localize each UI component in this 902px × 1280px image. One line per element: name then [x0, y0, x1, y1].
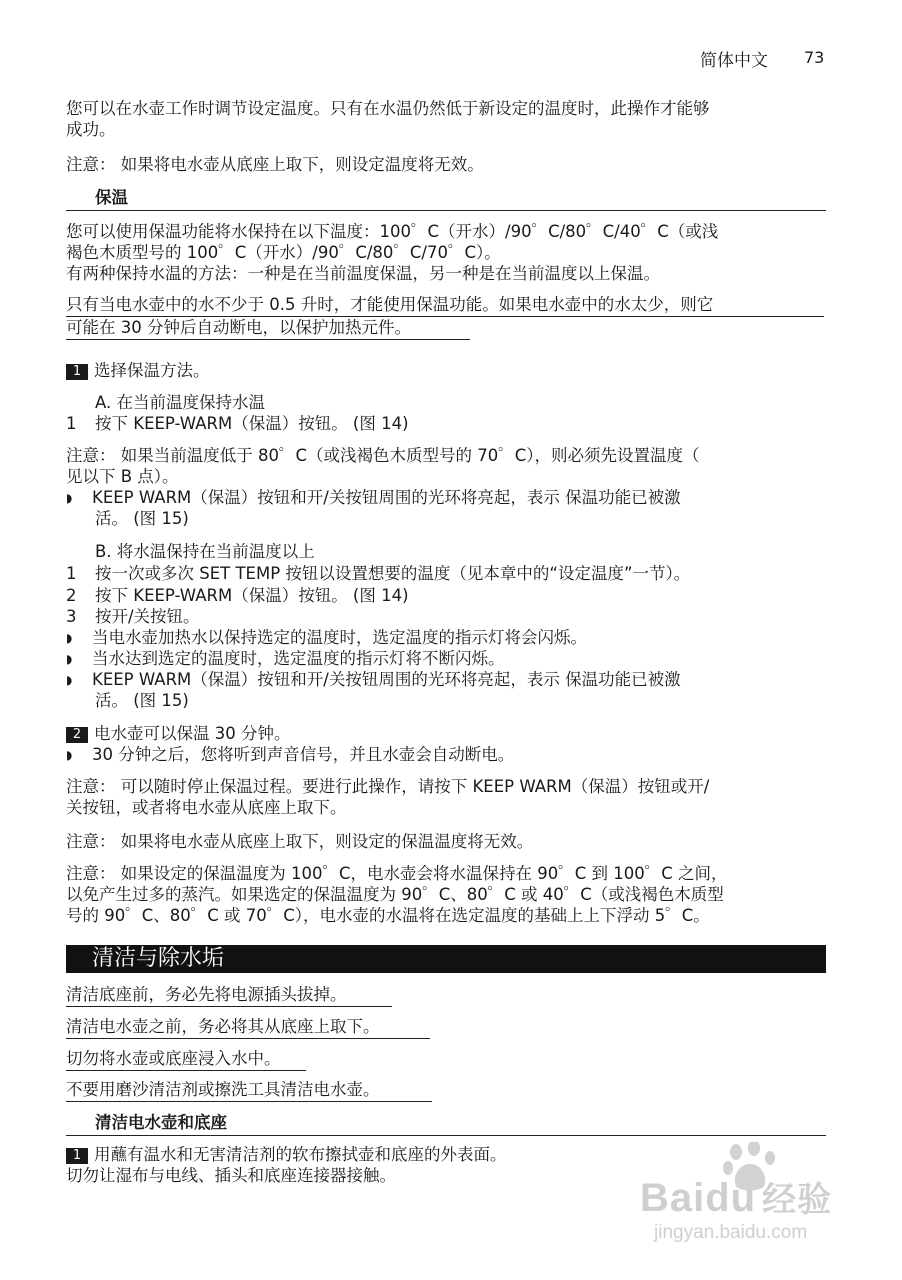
warning-line: 清洁电水壶之前，务必将其从底座上取下。	[66, 1017, 380, 1036]
page-number: 73	[804, 48, 825, 67]
item-text: 按一次或多次 SET TEMP 按钮以设置想要的温度（见本章中的“设定温度”一节）。	[95, 564, 691, 583]
step-number: 1	[66, 1148, 88, 1164]
paragraph-line: 成功。	[66, 120, 116, 139]
item-text: 按下 KEEP-WARM（保温）按钮。 (图 14)	[95, 586, 409, 605]
list-item	[66, 585, 409, 606]
item-number: 2	[66, 586, 77, 605]
paragraph-line: 您可以使用保温功能将水保持在以下温度：100゜C（开水）/90゜C/80゜C/40゜C（或浅	[66, 222, 719, 241]
step-text: 电水壶可以保温 30 分钟。	[94, 724, 291, 743]
list-item	[66, 563, 690, 584]
note-line: 关按钮，或者将电水壶从底座上取下。	[66, 798, 347, 817]
bullet-item	[66, 648, 505, 670]
bullet-text: 当电水壶加热水以保持选定的温度时，选定温度的指示灯将会闪烁。	[92, 628, 587, 647]
list-item	[66, 606, 200, 627]
list-item	[66, 413, 409, 434]
note-text: 注意： 如果将电水壶从底座上取下，则设定温度将无效。	[66, 155, 484, 174]
subsection-title: A. 在当前温度保持水温	[95, 393, 265, 412]
item-number: 1	[66, 414, 77, 433]
section-title: 清洁与除水垢	[92, 946, 225, 971]
warning-line: 不要用磨沙清洁剂或擦洗工具清洁电水壶。	[66, 1080, 380, 1099]
warning-rule	[66, 339, 470, 340]
bullet-icon: ◗	[66, 631, 73, 645]
bullet-item	[66, 744, 514, 766]
bullet-icon: ◗	[66, 491, 73, 505]
paragraph-line: 褐色木质型号的 100゜C（开水）/90゜C/80゜C/70゜C）。	[66, 243, 501, 262]
item-number: 3	[66, 607, 77, 626]
item-text: 按下 KEEP-WARM（保温）按钮。 (图 14)	[95, 414, 409, 433]
step-1	[66, 360, 210, 381]
subsection-title: B. 将水温保持在当前温度以上	[95, 542, 315, 561]
bullet-item	[66, 627, 587, 649]
warning-line: 切勿将水壶或底座浸入水中。	[66, 1049, 281, 1068]
heading-rule	[66, 210, 826, 211]
warning-rule	[66, 1038, 430, 1039]
paragraph-line: 您可以在水壶工作时调节设定温度。只有在水温仍然低于新设定的温度时，此操作才能够	[66, 99, 710, 118]
bullet-text: 当水达到选定的温度时，选定温度的指示灯将不断闪烁。	[92, 649, 505, 668]
step-number: 2	[66, 727, 88, 743]
bullet-continuation: 活。 (图 15)	[95, 509, 189, 528]
warning-rule	[66, 1006, 392, 1007]
note-line: 注意： 如果当前温度低于 80゜C（或浅褐色木质型号的 70゜C），则必须先设置温度（	[66, 446, 700, 465]
heading-rule	[66, 1135, 826, 1136]
step-text: 选择保温方法。	[94, 361, 210, 380]
step-clean-1	[66, 1144, 507, 1165]
bullet-text: 30 分钟之后，您将听到声音信号，并且水壶会自动断电。	[92, 745, 515, 764]
watermark-url: jingyan.baidu.com	[654, 1222, 808, 1243]
item-number: 1	[66, 564, 77, 583]
warning-line: 可能在 30 分钟后自动断电，以保护加热元件。	[66, 318, 411, 337]
warning-rule	[66, 1070, 306, 1071]
section-heading: 保温	[95, 188, 128, 207]
section-heading: 清洁电水壶和底座	[95, 1113, 227, 1132]
warning-line: 只有当电水壶中的水不少于 0.5 升时，才能使用保温功能。如果电水壶中的水太少，则它	[66, 295, 714, 314]
note-line: 以免产生过多的蒸汽。如果选定的保温温度为 90゜C、80゜C 或 40゜C（或浅褐色木质型	[66, 885, 724, 904]
bullet-icon: ◗	[66, 652, 73, 666]
note-line: 注意： 如果设定的保温温度为 100゜C，电水壶会将水温保持在 90゜C 到 100゜C 之间，	[66, 864, 728, 883]
bullet-text: KEEP WARM（保温）按钮和开/关按钮周围的光环将亮起，表示 保温功能已被激	[92, 488, 681, 507]
bullet-icon: ◗	[66, 748, 73, 762]
step-2	[66, 723, 291, 744]
bullet-text: KEEP WARM（保温）按钮和开/关按钮周围的光环将亮起，表示 保温功能已被激	[92, 670, 681, 689]
warning-rule	[66, 1101, 432, 1102]
note-line: 注意： 可以随时停止保温过程。要进行此操作，请按下 KEEP WARM（保温）按钮或开/	[66, 777, 710, 796]
bullet-icon: ◗	[66, 673, 73, 687]
paragraph-line: 有两种保持水温的方法：一种是在当前温度保温，另一种是在当前温度以上保温。	[66, 264, 660, 283]
bullet-item	[66, 669, 681, 691]
watermark-logo: Baidu 经验	[640, 1176, 833, 1220]
header-language: 简体中文	[700, 51, 768, 71]
bullet-item	[66, 487, 681, 509]
note-line: 号的 90゜C、80゜C 或 70゜C），电水壶的水温将在选定温度的基础上上下浮动 5゜C。	[66, 906, 710, 925]
step-text: 用蘸有温水和无害清洁剂的软布擦拭壶和底座的外表面。	[94, 1145, 507, 1164]
item-text: 按开/关按钮。	[95, 607, 200, 626]
bullet-continuation: 活。 (图 15)	[95, 691, 189, 710]
paragraph-line: 切勿让湿布与电线、插头和底座连接器接触。	[66, 1166, 396, 1185]
step-number: 1	[66, 364, 88, 380]
note-line: 见以下 B 点）。	[66, 467, 179, 486]
note-line: 注意： 如果将电水壶从底座上取下，则设定的保温温度将无效。	[66, 832, 534, 851]
section-bar	[66, 945, 826, 973]
warning-line: 清洁底座前，务必先将电源插头拔掉。	[66, 985, 347, 1004]
